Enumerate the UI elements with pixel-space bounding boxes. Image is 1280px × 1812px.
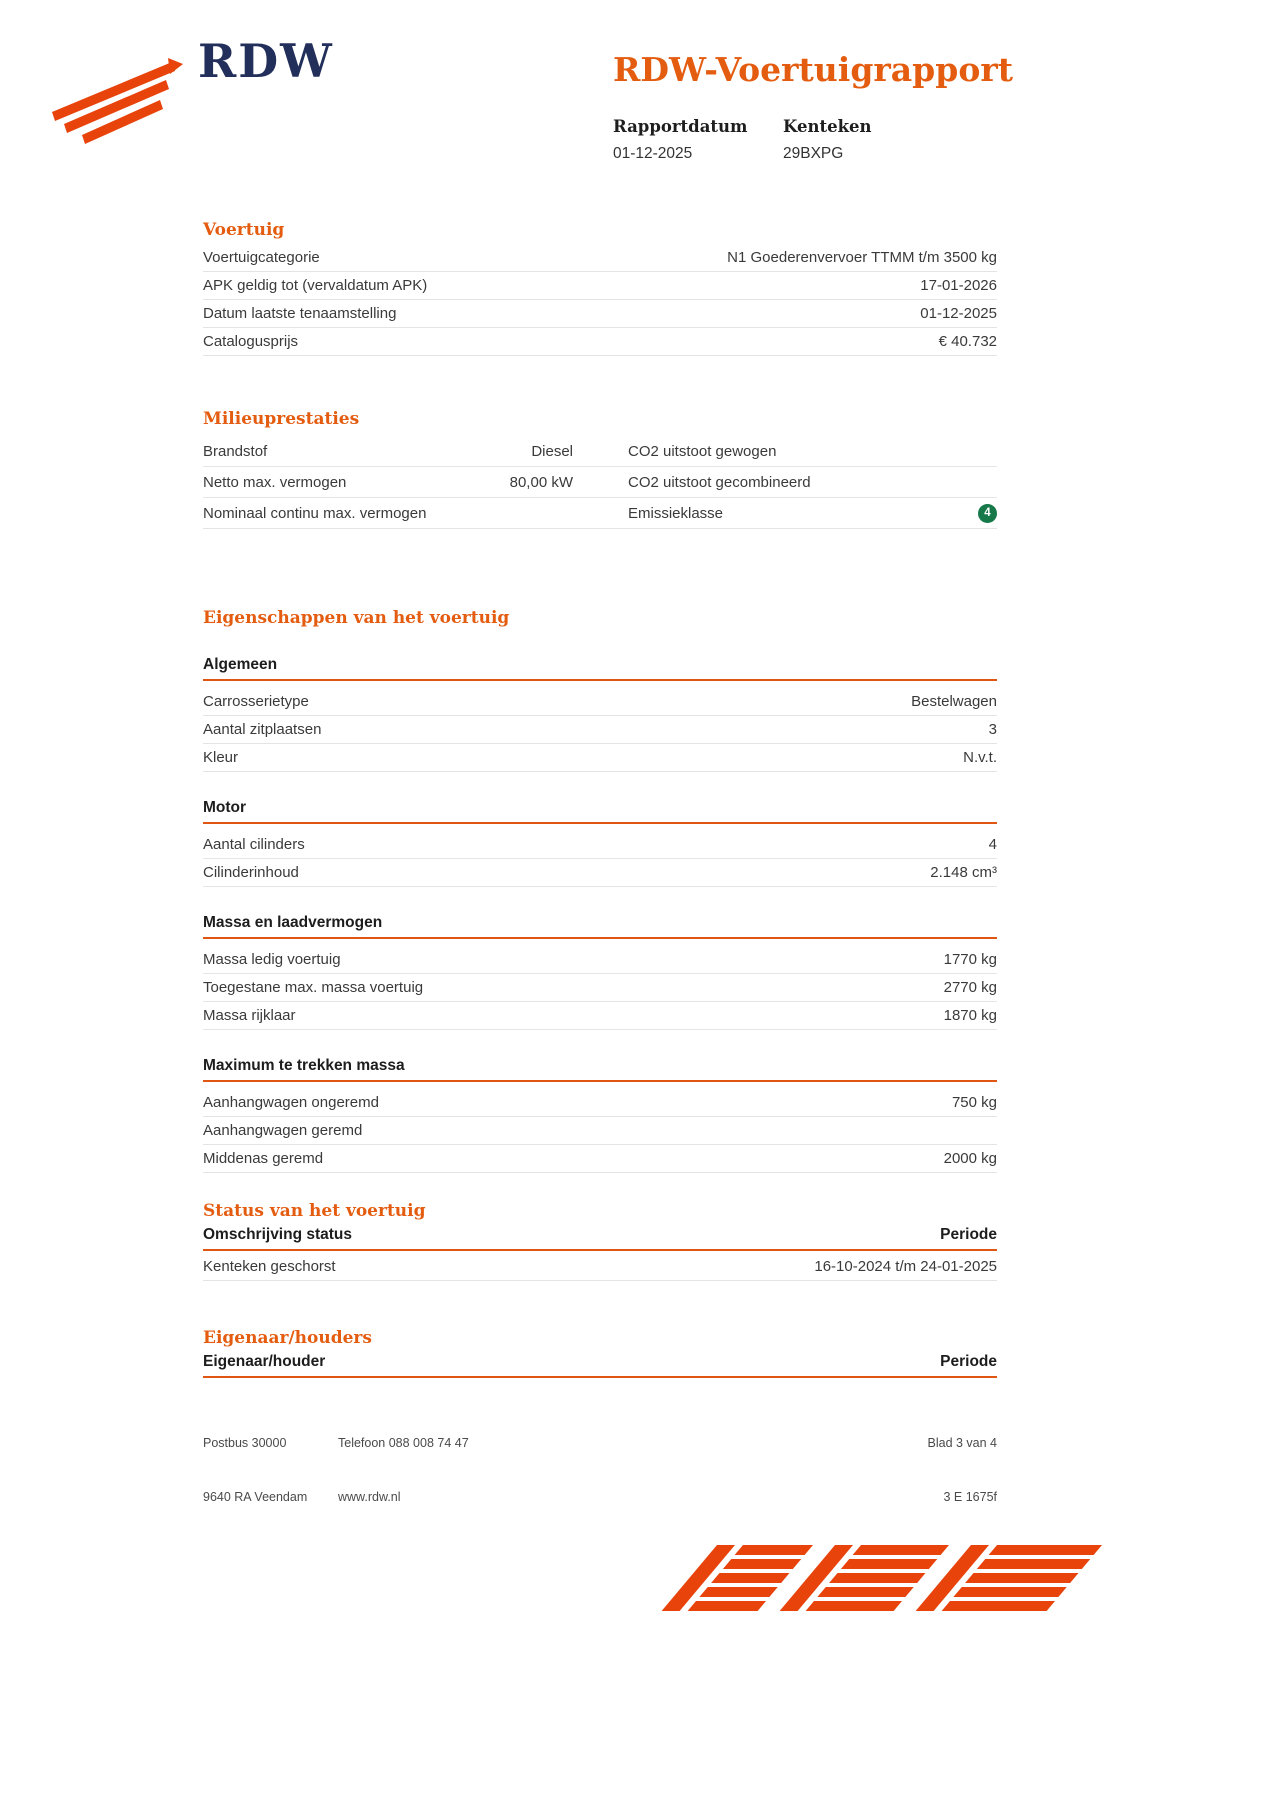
license-plate-value: 29BXPG [783, 145, 844, 162]
report-date-value: 01-12-2025 [613, 145, 693, 162]
row-value: 17-01-2026 [920, 277, 997, 294]
table-row [203, 1145, 997, 1173]
row-label: Voertuigcategorie [203, 249, 320, 266]
row-label: Emissieklasse [628, 504, 724, 522]
row-value: 16-10-2024 t/m 24-01-2025 [814, 1258, 997, 1275]
table-row [203, 859, 997, 887]
status-rows [203, 1253, 997, 1281]
row-value: 750 kg [951, 1094, 997, 1111]
subsection-motor [203, 798, 997, 887]
section-heading-status: Status van het voertuig [203, 1201, 426, 1221]
row-label: Kenteken geschorst [203, 1258, 336, 1275]
row-value: N1 Goederenvervoer TTMM t/m 3500 kg [727, 249, 997, 266]
row-label: Toegestane max. massa voertuig [203, 979, 424, 996]
row-label: Nominaal continu max. vermogen [203, 504, 427, 522]
table-header-row [203, 1225, 997, 1251]
row-value: 1770 kg [943, 951, 997, 968]
table-row [203, 716, 997, 744]
table-row [203, 272, 997, 300]
column-header-periode: Periode [940, 1353, 997, 1370]
table-row [203, 1089, 997, 1117]
section-heading-eigenaar: Eigenaar/houders [203, 1328, 372, 1348]
table-row [203, 688, 997, 716]
row-label: Datum laatste tenaamstelling [203, 305, 397, 322]
table-header-row [203, 1352, 997, 1378]
subsection-algemeen [203, 655, 997, 772]
section-heading-milieuprestaties: Milieuprestaties [203, 409, 360, 429]
footer-page-number: Blad 3 van 4 [927, 1436, 997, 1450]
column-header-omschrijving-status: Omschrijving status [203, 1226, 353, 1243]
row-value: 2000 kg [943, 1150, 997, 1167]
section-heading-voertuig: Voertuig [203, 220, 285, 240]
row-label: Massa rijklaar [203, 1007, 296, 1024]
section-milieuprestaties [203, 408, 997, 529]
row-label: Catalogusprijs [203, 333, 299, 350]
row-value: 1870 kg [943, 1007, 997, 1024]
subsection-massa-en-laadvermogen [203, 913, 997, 1030]
table-row [203, 244, 997, 272]
row-label: Brandstof [203, 442, 268, 460]
row-value: 3 [988, 721, 997, 738]
subsection-rows [203, 831, 997, 887]
table-row [203, 300, 997, 328]
footer-phone: Telefoon 088 008 74 47 [338, 1436, 469, 1450]
row-label: Middenas geremd [203, 1150, 324, 1167]
section-voertuig [203, 219, 997, 356]
row-label: CO2 uitstoot gewogen [628, 442, 777, 460]
row-value: 2770 kg [943, 979, 997, 996]
table-row [203, 467, 997, 498]
row-label: Kleur [203, 749, 239, 766]
row-label: Carrosserietype [203, 693, 309, 710]
rdw-logo-icon [48, 56, 183, 146]
section-heading-eigenschappen: Eigenschappen van het voertuig [203, 608, 510, 628]
row-value: € 40.732 [938, 333, 997, 350]
rdw-stripes-graphic-icon [655, 1545, 1105, 1613]
section-eigenaar-houders [203, 1327, 997, 1378]
row-label: Aantal cilinders [203, 836, 305, 853]
footer-line-1 [203, 1435, 997, 1451]
footer-website: www.rdw.nl [338, 1490, 401, 1504]
row-label: Massa ledig voertuig [203, 951, 341, 968]
footer-doc-code: 3 E 1675f [943, 1490, 997, 1504]
table-row [203, 946, 997, 974]
row-value: 01-12-2025 [920, 305, 997, 322]
row-value: 4 [988, 836, 997, 853]
rdw-wordmark: RDW [198, 34, 334, 88]
section-status [203, 1200, 997, 1281]
column-header-eigenaar-houder: Eigenaar/houder [203, 1353, 326, 1370]
table-row [203, 328, 997, 356]
footer-line-2 [203, 1489, 997, 1505]
row-value: N.v.t. [963, 749, 997, 766]
row-label: Aanhangwagen geremd [203, 1122, 363, 1139]
row-label: Aantal zitplaatsen [203, 721, 322, 738]
table-row [203, 1117, 997, 1145]
subsection-title: Motor [203, 798, 997, 824]
table-row [203, 436, 997, 467]
page-footer [203, 1435, 997, 1505]
subsection-rows [203, 946, 997, 1030]
row-label: CO2 uitstoot gecombineerd [628, 473, 811, 491]
row-value: 2.148 cm³ [930, 864, 997, 881]
row-label: Netto max. vermogen [203, 473, 347, 491]
report-body [203, 0, 997, 1378]
subsection-rows [203, 688, 997, 772]
table-row [203, 831, 997, 859]
row-value: Diesel [531, 442, 573, 460]
table-row [203, 1253, 997, 1281]
row-label: APK geldig tot (vervaldatum APK) [203, 277, 428, 294]
subsection-maximum-te-trekken-massa [203, 1056, 997, 1173]
emissieklasse-badge: 4 [978, 504, 997, 523]
section-eigenschappen [203, 607, 997, 1173]
license-plate-label: Kenteken [783, 117, 872, 136]
subsection-rows [203, 1089, 997, 1173]
row-label: Aanhangwagen ongeremd [203, 1094, 379, 1111]
subsection-title: Maximum te trekken massa [203, 1056, 997, 1082]
table-row [203, 744, 997, 772]
footer-postbus: Postbus 30000 [203, 1436, 287, 1450]
column-header-periode: Periode [940, 1226, 997, 1243]
page-title: RDW-Voertuigrapport [613, 50, 1013, 89]
table-row [203, 974, 997, 1002]
row-value: 80,00 kW [509, 473, 573, 491]
row-label: Cilinderinhoud [203, 864, 299, 881]
subsection-title: Massa en laadvermogen [203, 913, 997, 939]
table-row [203, 498, 997, 529]
footer-city: 9640 RA Veendam [203, 1490, 308, 1504]
row-value: Bestelwagen [911, 693, 997, 710]
report-date-label: Rapportdatum [613, 117, 748, 136]
subsection-title: Algemeen [203, 655, 997, 681]
table-row [203, 1002, 997, 1030]
row-value-badge-wrap [878, 504, 997, 523]
